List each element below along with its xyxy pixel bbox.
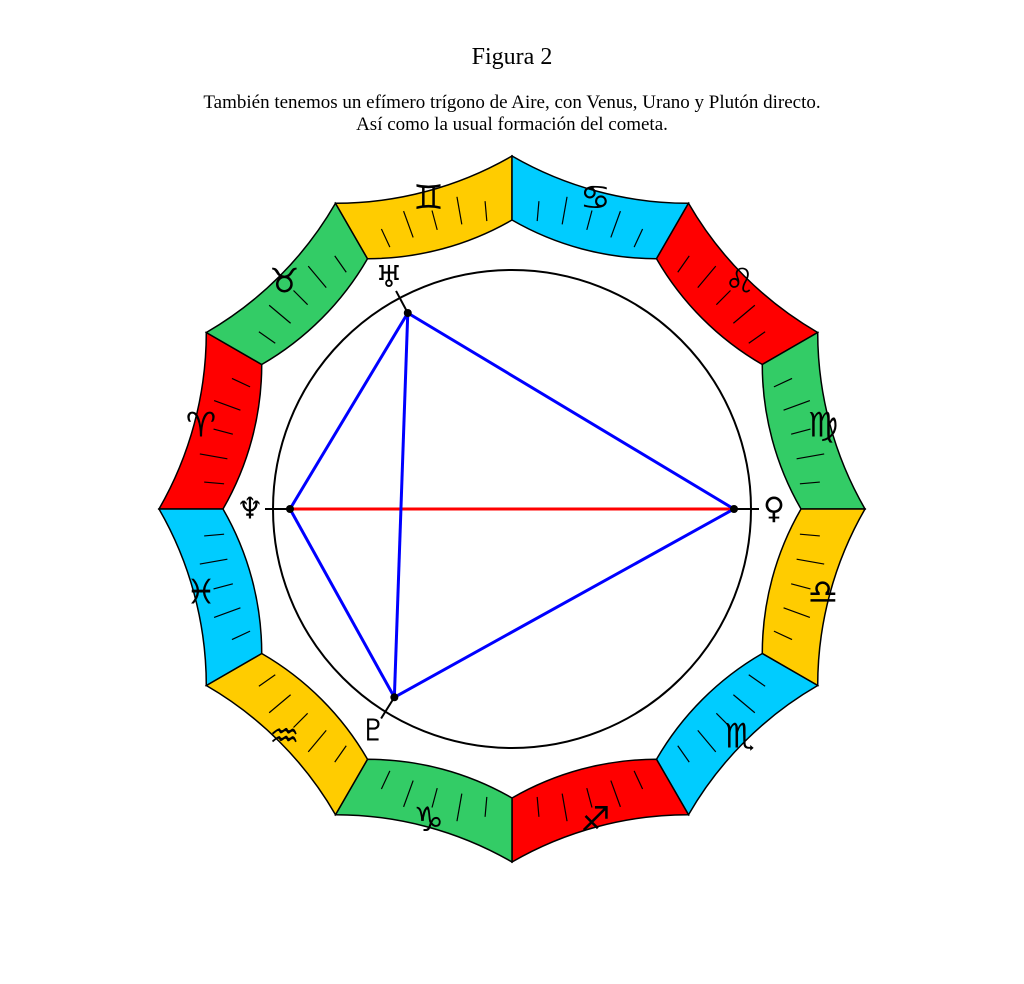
neptune-icon: ♆ bbox=[236, 491, 264, 527]
libra-sign-icon: ♎︎ bbox=[807, 572, 839, 613]
figure-title: Figura 2 bbox=[471, 44, 553, 70]
scorpio-sign-icon: ♏︎ bbox=[724, 716, 755, 757]
aspect-line-neptune-pluto bbox=[290, 509, 394, 697]
cancer-sign-icon: ♋︎ bbox=[580, 177, 611, 218]
uranus-point bbox=[404, 309, 412, 317]
venus-icon: ♀ bbox=[763, 491, 785, 527]
gemini-sign-icon: ♊︎ bbox=[413, 177, 444, 218]
aspect-line-pluto-venus bbox=[394, 509, 734, 697]
aspect-line-uranus-venus bbox=[408, 313, 734, 509]
aspect-lines bbox=[290, 313, 734, 697]
neptune-point bbox=[286, 505, 294, 513]
venus-point bbox=[730, 505, 738, 513]
sagittarius-sign-icon: ♐︎ bbox=[580, 800, 611, 841]
leo-sign-icon: ♌︎ bbox=[724, 261, 755, 302]
caption-line-1: También tenemos un efímero trígono de Aire, con Venus, Urano y Plutón directo. bbox=[203, 92, 821, 113]
aspect-line-neptune-uranus bbox=[290, 313, 408, 509]
pisces-sign-icon: ♓︎ bbox=[185, 572, 217, 613]
uranus-icon: ♅ bbox=[375, 260, 403, 296]
pluto-icon: ♇ bbox=[359, 713, 387, 749]
caption-line-2: Así como la usual formación del cometa. bbox=[356, 114, 668, 135]
pluto-point bbox=[390, 693, 398, 701]
capricorn-sign-icon: ♑︎ bbox=[413, 800, 444, 841]
planet-markers bbox=[237, 260, 785, 749]
aries-sign-icon: ♈︎ bbox=[185, 405, 217, 446]
taurus-sign-icon: ♉︎ bbox=[269, 261, 300, 302]
virgo-sign-icon: ♍︎ bbox=[807, 405, 839, 446]
aquarius-sign-icon: ♒︎ bbox=[269, 716, 300, 757]
aspect-line-pluto-uranus bbox=[394, 313, 407, 697]
